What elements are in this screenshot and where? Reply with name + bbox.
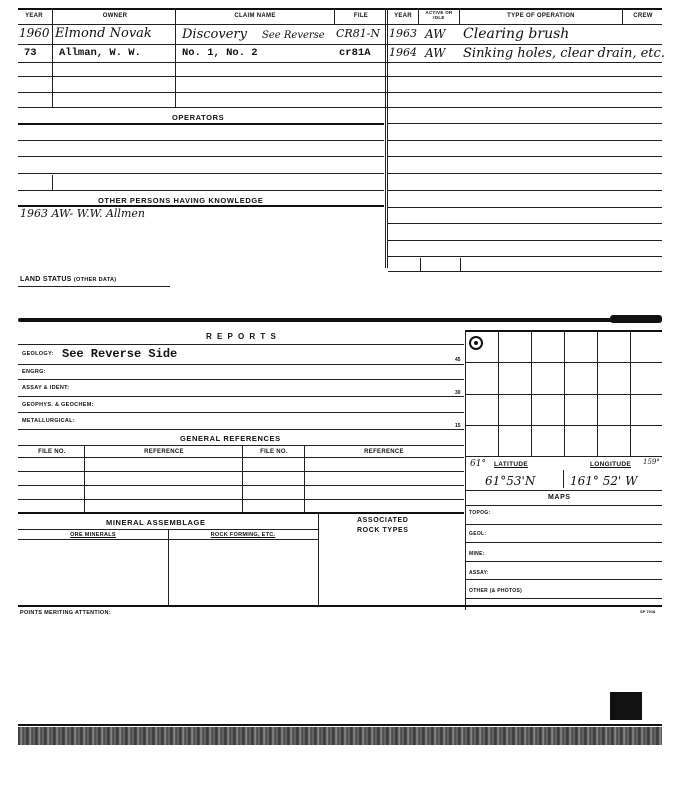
maps-topog: TOPOG: — [469, 510, 491, 516]
maps-other: OTHER (& PHOTOS) — [469, 588, 523, 594]
row2-operation: Sinking holes, clear drain, etc. — [463, 46, 665, 61]
row1-file: CR81-N — [336, 27, 381, 40]
header-active-or-idle: ACTIVE OR IDLE — [425, 10, 453, 20]
header-year: YEAR — [25, 13, 43, 19]
lon-degree: 159° — [643, 458, 660, 466]
other-persons-title: OTHER PERSONS HAVING KNOWLEDGE — [98, 196, 264, 205]
land-status-label: LAND STATUS — [20, 276, 72, 283]
lon-value: 161° 52' W — [570, 474, 638, 488]
mark-30: 30 — [455, 390, 461, 396]
row2-owner: Allman, W. W. — [59, 47, 141, 59]
mark-45: 45 — [455, 357, 461, 363]
land-status-sub: (OTHER DATA) — [73, 277, 117, 283]
row2-claim: No. 1, No. 2 — [182, 47, 258, 59]
row1-owner: Elmond Novak — [55, 26, 152, 41]
ref-col-file-2: FILE NO. — [260, 449, 288, 455]
latitude-label: LATITUDE — [494, 461, 529, 468]
row1-claim-note: See Reverse — [262, 30, 325, 41]
row1-operation: Clearing brush — [463, 26, 570, 42]
header-year-2: YEAR — [394, 13, 412, 19]
row2-year-2: 1964 — [389, 46, 417, 59]
metallurgical-label: METALLURGICAL: — [22, 418, 75, 424]
geology-label: GEOLOGY: — [22, 351, 54, 357]
mineral-title: MINERAL ASSEMBLAGE — [106, 518, 206, 527]
form-number: SP 7018 — [640, 609, 656, 614]
row1-year: 1960 — [19, 26, 50, 40]
header-file: FILE — [353, 13, 369, 19]
target-circle-icon — [469, 336, 483, 350]
engrg-label: ENGRG: — [22, 369, 46, 375]
reports-title: R E P O R T S — [206, 332, 278, 341]
mark-15: 15 — [455, 423, 461, 429]
ref-col-file-1: FILE NO. — [38, 449, 66, 455]
assay-label: ASSAY & IDENT: — [22, 385, 70, 391]
registration-mark — [610, 692, 642, 720]
row2-year: 73 — [24, 47, 37, 59]
row1-year-2: 1963 — [389, 27, 417, 40]
rock-forming-label: ROCK FORMING, ETC. — [210, 532, 276, 538]
header-owner: OWNER — [102, 13, 128, 19]
associated-label: ASSOCIATED — [357, 517, 409, 524]
header-crew: CREW — [633, 13, 653, 19]
maps-mine: MINE: — [469, 551, 485, 557]
maps-assay: ASSAY: — [469, 570, 489, 576]
operators-title: OPERATORS — [172, 113, 225, 122]
scan-noise-band — [18, 727, 662, 745]
geophys-label: GEOPHYS. & GEOCHEM: — [22, 402, 94, 408]
points-meriting-attention: POINTS MERITING ATTENTION: — [20, 610, 111, 616]
lat-value: 61°53'N — [485, 474, 536, 488]
ref-col-reference-1: REFERENCE — [144, 449, 184, 455]
rock-types-label: ROCK TYPES — [357, 527, 409, 534]
row2-status: AW — [425, 46, 446, 60]
maps-title: MAPS — [548, 494, 571, 501]
row1-claim: Discovery — [182, 27, 247, 42]
row2-file: cr81A — [339, 47, 371, 59]
row1-status: AW — [425, 27, 446, 41]
other-persons-entry: 1963 AW- W.W. Allmen — [20, 207, 145, 220]
geology-value: See Reverse Side — [62, 347, 178, 361]
ore-minerals-label: ORE MINERALS — [70, 532, 116, 538]
header-type-of-operation: TYPE OF OPERATION — [507, 13, 575, 19]
ref-col-reference-2: REFERENCE — [364, 449, 404, 455]
longitude-label: LONGITUDE — [590, 461, 631, 468]
lat-degree: 61° — [470, 459, 486, 469]
maps-geol: GEOL: — [469, 531, 487, 537]
general-references-title: GENERAL REFERENCES — [180, 434, 281, 443]
header-claim-name: CLAIM NAME — [234, 13, 276, 19]
